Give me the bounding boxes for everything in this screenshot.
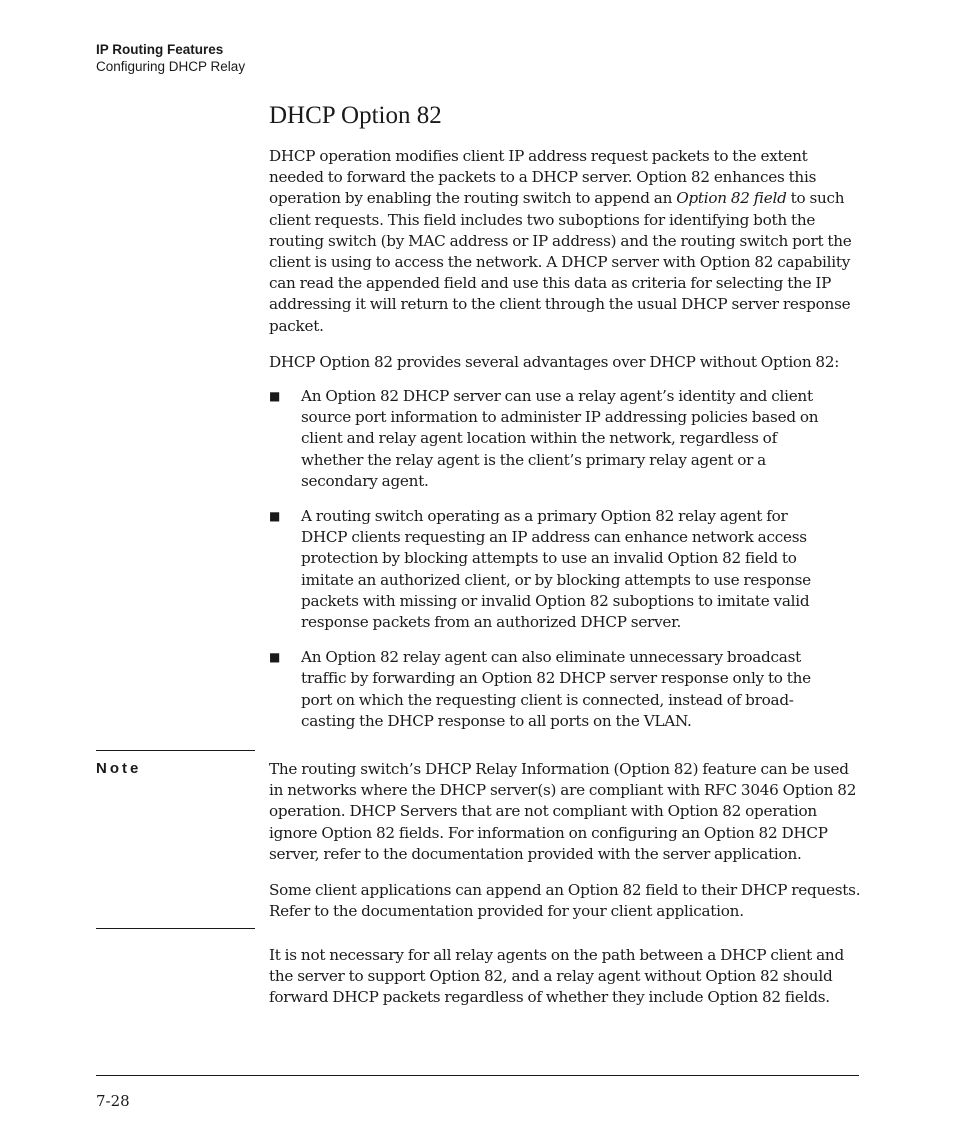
- list-item-text: An Option 82 relay agent can also eliminate unnecessary broadcast traffic by forwarding an Option 82 DHCP server response only to the port on which the requesting client is connected, instead of broad-casting the DHCP response to all ports on the VLAN.: [301, 648, 811, 730]
- list-item-text: An Option 82 DHCP server can use a relay agent’s identity and client source port information to administer IP addressing policies based on client and relay agent location within the network, regardless of whether the relay agent is the client’s primary relay agent or a secondary agent.: [301, 387, 819, 490]
- note-paragraph: The routing switch’s DHCP Relay Information (Option 82) feature can be used in networks where the DHCP server(s) are compliant with RFC 3046 Option 82 operation. DHCP Servers that are not compliant with Option 82 operation ignore Option 82 fields. For information on configuring an Option 82 DHCP server, refer to the documentation provided with the server application.: [269, 760, 857, 863]
- section-title: DHCP Option 82: [269, 102, 442, 129]
- advantages-intro: DHCP Option 82 provides several advantages over DHCP without Option 82:: [269, 353, 840, 371]
- list-item: [269, 506, 835, 633]
- intro-emphasis: Option 82 field: [676, 189, 787, 208]
- section-subtitle: Configuring DHCP Relay: [96, 59, 246, 74]
- note-top-rule: [96, 750, 255, 751]
- list-item: [269, 386, 835, 492]
- note-label: Note: [96, 760, 142, 777]
- note-paragraph-secondary: Some client applications can append an Option 82 field to their DHCP requests. Refer to the documentation provided for your client application.: [269, 881, 861, 921]
- bullet-square-icon: ■: [269, 509, 281, 524]
- running-head: [96, 41, 245, 75]
- bullet-square-icon: ■: [269, 650, 281, 665]
- bullet-square-icon: ■: [269, 389, 281, 403]
- advantages-list: [269, 386, 861, 746]
- closing-paragraph: It is not necessary for all relay agents on the path between a DHCP client and the server to support Option 82, and a relay agent without Option 82 should forward DHCP packets regardless of whether they include Option 82 fields.: [269, 946, 844, 1007]
- page-number: 7-28: [96, 1092, 130, 1110]
- chapter-title: IP Routing Features: [96, 42, 224, 57]
- intro-text-part1: DHCP operation modifies client IP address request packets to the extent needed to forward the packets to a DHCP server. Option 82 enhances this operation by enabling the routing switch to append an: [269, 147, 817, 208]
- intro-text-part2: to such client requests. This field includes two suboptions for identifying both the routing switch (by MAC address or IP address) and the routing switch port the client is using to access the network. A DHCP server with Option 82 capability can read the appended field and use this data as criteria for selecting the IP addressing it will return to the client through the usual DHCP server response packet.: [269, 189, 852, 335]
- footer-rule: [96, 1075, 859, 1076]
- list-item-text: A routing switch operating as a primary Option 82 relay agent for DHCP clients requesting an IP address can enhance network access protection by blocking attempts to use an invalid Option 82 field to imitate an authorized client, or by blocking attempts to use response packets with missing or invalid Option 82 suboptions to imitate valid response packets from an authorized DHCP server.: [301, 507, 811, 632]
- list-item: [269, 647, 835, 732]
- note-bottom-rule: [96, 928, 255, 929]
- intro-paragraph: [269, 146, 861, 337]
